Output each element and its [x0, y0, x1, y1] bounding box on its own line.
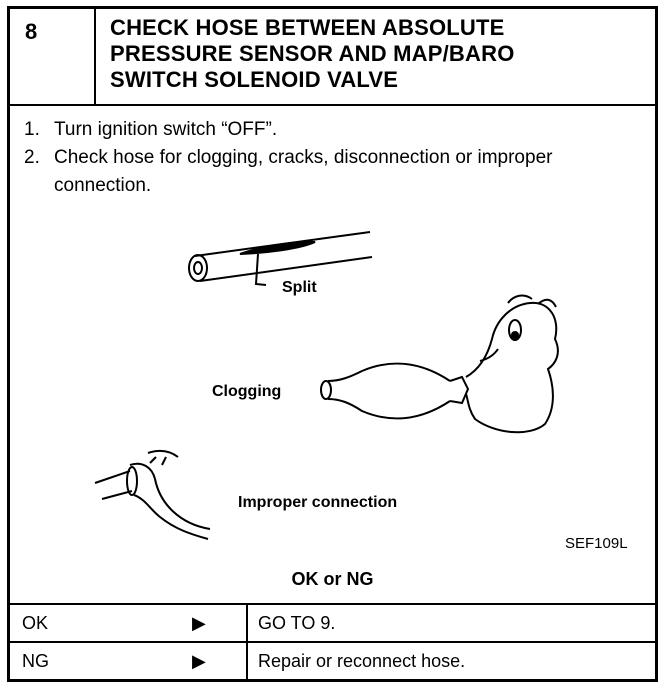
verdict-prompt: OK or NG [291, 569, 374, 589]
instruction-text: Turn ignition switch “OFF”. [54, 119, 278, 140]
result-action: Repair or reconnect hose. [258, 651, 466, 671]
column-divider [246, 643, 248, 679]
result-label: OK [22, 613, 49, 633]
result-row-ok [10, 603, 655, 641]
clogging-drawing [321, 296, 558, 433]
figure-code: SEF109L [565, 535, 628, 552]
step-number: 8 [25, 19, 38, 44]
step-title-line-1: CHECK HOSE BETWEEN ABSOLUTE [110, 15, 505, 40]
split-label: Split [282, 279, 317, 296]
result-label: NG [22, 651, 49, 671]
improper-connection-label: Improper connection [238, 494, 398, 511]
procedure-card [7, 6, 658, 682]
column-divider [246, 605, 248, 641]
arrow-right-icon: ▶ [192, 613, 206, 633]
result-row-ng [10, 641, 655, 679]
step-title-line-2: PRESSURE SENSOR AND MAP/BARO [110, 41, 515, 66]
instruction-text: Check hose for clogging, cracks, disconnection or improper connection. [54, 147, 553, 196]
step-title-line-3: SWITCH SOLENOID VALVE [110, 67, 399, 92]
instruction-number: 2. [24, 147, 40, 168]
improper-connection-drawing [95, 451, 210, 539]
split-hose-drawing [189, 232, 372, 285]
arrow-right-icon: ▶ [192, 651, 206, 671]
clogging-label: Clogging [212, 383, 282, 400]
instruction-number: 1. [24, 119, 40, 140]
result-action: GO TO 9. [258, 613, 336, 633]
